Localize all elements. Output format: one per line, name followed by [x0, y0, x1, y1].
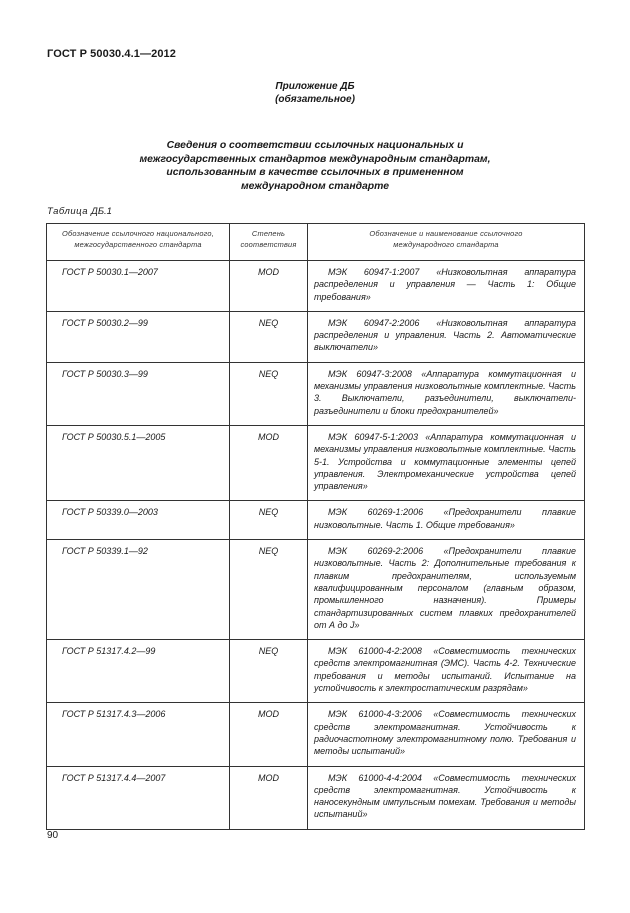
cell-international: МЭК 61000-4-3:2006 «Совместимость технических средств электромагнитная. Устойчивость к радиочастотному электромагнитному полю. Требования и методы испытаний»	[308, 703, 585, 766]
table-caption	[47, 206, 112, 217]
table-header-row	[47, 224, 585, 261]
cell-international: МЭК 60947-2:2006 «Низковольтная аппаратура распределения и управления. Часть 2. Автоматические выключатели»	[308, 311, 585, 362]
cell-standard: ГОСТ Р 50030.3—99	[47, 362, 230, 425]
cell-standard: ГОСТ Р 51317.4.2—99	[47, 640, 230, 703]
table-caption-prefix: Таблица	[47, 206, 88, 217]
table-row	[47, 501, 585, 540]
column-header-international: Обозначение и наименование ссылочного международного стандарта	[308, 224, 585, 261]
heading-line: Сведения о соответствии ссылочных национальных и	[166, 140, 464, 151]
reference-standards-table	[46, 223, 585, 830]
table-row	[47, 311, 585, 362]
cell-international: МЭК 60947-3:2008 «Аппаратура коммутационная и механизмы управления низковольтные комплектные. Часть 3. Выключатели, разъединители, выключатели-разъединители и блоки предохранителей»	[308, 362, 585, 425]
table-row	[47, 362, 585, 425]
table-row	[47, 425, 585, 500]
column-header-degree: Степень соответствия	[230, 224, 308, 261]
cell-standard: ГОСТ Р 50339.0—2003	[47, 501, 230, 540]
section-heading	[110, 139, 520, 193]
column-header-standard: Обозначение ссылочного национального, межгосударственного стандарта	[47, 224, 230, 261]
cell-degree: MOD	[230, 703, 308, 766]
cell-standard: ГОСТ Р 50030.2—99	[47, 311, 230, 362]
cell-standard: ГОСТ Р 50339.1—92	[47, 540, 230, 640]
cell-standard: ГОСТ Р 50030.1—2007	[47, 261, 230, 312]
cell-degree: NEQ	[230, 362, 308, 425]
document-code: ГОСТ Р 50030.4.1—2012	[47, 48, 176, 60]
cell-international: МЭК 61000-4-4:2004 «Совместимость технических средств электромагнитная. Устойчивость к наносекундным импульсным помехам. Требования и методы испытаний»	[308, 766, 585, 829]
cell-international: МЭК 61000-4-2:2008 «Совместимость технических средств электромагнитная (ЭМС). Часть 4-2. Технические требования и методы испытаний. Испытание на устойчивость к электростатическим разрядам»	[308, 640, 585, 703]
cell-standard: ГОСТ Р 51317.4.4—2007	[47, 766, 230, 829]
heading-line: международном стандарте	[240, 180, 390, 192]
cell-standard: ГОСТ Р 50030.5.1—2005	[47, 425, 230, 500]
table-caption-number: ДБ.1	[91, 206, 112, 217]
table-row	[47, 640, 585, 703]
table-row	[47, 540, 585, 640]
appendix-block	[0, 80, 630, 106]
appendix-title: Приложение ДБ	[275, 81, 355, 92]
table-row	[47, 766, 585, 829]
cell-degree: NEQ	[230, 540, 308, 640]
cell-degree: NEQ	[230, 501, 308, 540]
cell-international: МЭК 60947-5-1:2003 «Аппаратура коммутационная и механизмы управления низковольтные комплектные. Часть 5-1. Устройства и коммутационные элементы цепей управления. Электромеханические устройства цепей управления»	[308, 425, 585, 500]
table-row	[47, 703, 585, 766]
heading-line: межгосударственных стандартов международным стандартам,	[139, 153, 491, 165]
table-row	[47, 261, 585, 312]
cell-degree: MOD	[230, 766, 308, 829]
cell-standard: ГОСТ Р 51317.4.3—2006	[47, 703, 230, 766]
cell-international: МЭК 60269-2:2006 «Предохранители плавкие низковольтные. Часть 2: Дополнительные требования к плавким предохранителям, используемым квалифицированным персоналом (главным образом, промышленного назначения). Примеры стандартизированных систем плавких предохранителей от А до J»	[308, 540, 585, 640]
cell-international: МЭК 60947-1:2007 «Низковольтная аппаратура распределения и управления — Часть 1: Общие требования»	[308, 261, 585, 312]
heading-line: использованным в качестве ссылочных в примененном	[166, 167, 464, 178]
page-number: 90	[47, 830, 59, 841]
cell-international: МЭК 60269-1:2006 «Предохранители плавкие низковольтные. Часть 1. Общие требования»	[308, 501, 585, 540]
cell-degree: NEQ	[230, 640, 308, 703]
cell-degree: MOD	[230, 425, 308, 500]
cell-degree: NEQ	[230, 311, 308, 362]
appendix-status: (обязательное)	[275, 94, 355, 105]
cell-degree: MOD	[230, 261, 308, 312]
